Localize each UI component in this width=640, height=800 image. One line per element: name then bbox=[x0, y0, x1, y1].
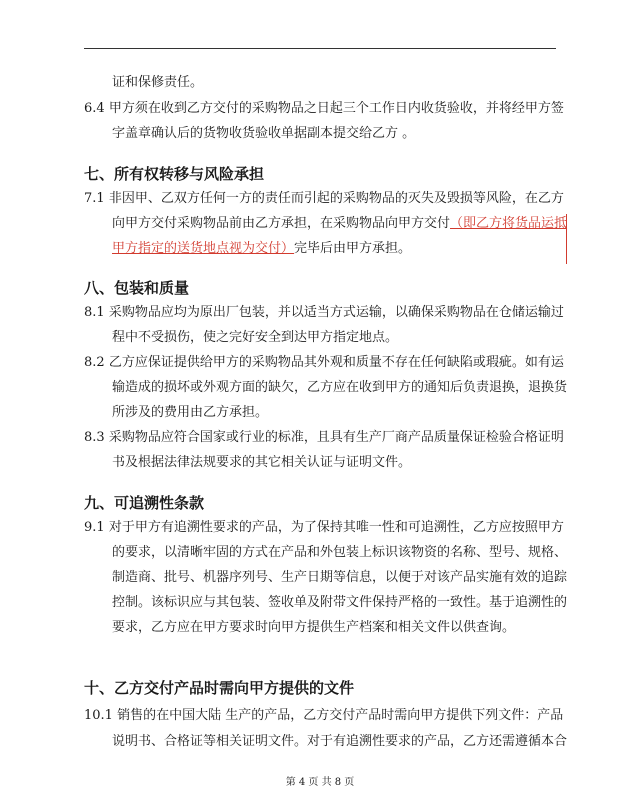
section-heading-9: 九、可追溯性条款 bbox=[84, 494, 205, 512]
clause-7-1 bbox=[84, 190, 564, 208]
text-line: 的要求，以清晰牢固的方式在产品和外包装上标识该物资的名称、型号、规格、 bbox=[112, 545, 568, 560]
clause-number: 8.2 bbox=[84, 355, 105, 370]
text-line bbox=[112, 215, 567, 233]
text-line: 书及根据法律法规要求的其它相关认证与证明文件。 bbox=[112, 455, 412, 470]
header-rule bbox=[84, 48, 556, 49]
text-line: 字盖章确认后的货物收货验收单据副本提交给乙方 。 bbox=[112, 126, 416, 141]
clause-number: 8.3 bbox=[84, 430, 105, 445]
clause-text: 甲方须在收到乙方交付的采购物品之日起三个工作日内收货验收，并将经甲方签 bbox=[108, 101, 564, 116]
clause-9-1 bbox=[84, 519, 564, 537]
text-line: 说明书、合格证等相关证明文件。对于有追溯性要求的产品，乙方还需遵循本合 bbox=[112, 734, 568, 749]
text-line: 证和保修责任。 bbox=[112, 75, 204, 90]
clause-number: 9.1 bbox=[84, 520, 105, 535]
revision-insert: （即乙方将货品运抵 bbox=[450, 216, 568, 231]
clause-text: 采购物品应均为原出厂包装，并以适当方式运输，以确保采购物品在仓储运输过 bbox=[108, 305, 564, 320]
clause-number: 7.1 bbox=[84, 191, 105, 206]
revision-insert: 甲方指定的送货地点视为交付） bbox=[112, 241, 295, 256]
section-heading-7: 七、所有权转移与风险承担 bbox=[84, 165, 265, 183]
clause-8-2 bbox=[84, 354, 564, 372]
clause-8-3 bbox=[84, 429, 564, 447]
clause-number: 10.1 bbox=[84, 708, 113, 723]
clause-number: 8.1 bbox=[84, 305, 105, 320]
clause-text: 乙方应保证提供给甲方的采购物品其外观和质量不存在任何缺陷或瑕疵。如有运 bbox=[108, 355, 564, 370]
text-line: 要求，乙方应在甲方要求时向甲方提供生产档案和相关文件以供查询。 bbox=[112, 620, 516, 635]
clause-text: 向甲方交付采购物品前由乙方承担，在采购物品向甲方交付 bbox=[112, 216, 451, 231]
section-heading-8: 八、包装和质量 bbox=[84, 279, 190, 297]
clause-text: 销售的在中国大陆 生产的产品，乙方交付产品时需向甲方提供下列文件：产品 bbox=[117, 708, 564, 723]
text-line: 所涉及的费用由乙方承担。 bbox=[112, 405, 269, 420]
text-line: 控制。该标识应与其包装、签收单及附带文件保持严格的一致性。基于追溯性的 bbox=[112, 595, 568, 610]
text-line: 程中不受损伤，使之完好安全到达甲方指定地点。 bbox=[112, 330, 399, 345]
page-number: 第 4 页 共 8 页 bbox=[285, 777, 355, 788]
clause-6-4 bbox=[84, 100, 564, 118]
clause-number: 6.4 bbox=[84, 101, 105, 116]
section-heading-10: 十、乙方交付产品时需向甲方提供的文件 bbox=[84, 679, 355, 697]
text-line: 制造商、批号、机器序列号、生产日期等信息，以便于对该产品实施有效的追踪 bbox=[112, 570, 568, 585]
clause-10-1 bbox=[84, 707, 563, 725]
clause-8-1 bbox=[84, 304, 564, 322]
text-line: 输造成的损坏或外观方面的缺欠，乙方应在收到甲方的通知后负责退换，退换货 bbox=[112, 380, 568, 395]
clause-text: 对于甲方有追溯性要求的产品，为了保持其唯一性和可追溯性，乙方应按照甲方 bbox=[108, 520, 564, 535]
clause-text: 非因甲、乙双方任何一方的责任而引起的采购物品的灭失及毁损等风险，在乙方 bbox=[108, 191, 564, 206]
clause-text: 完毕后由甲方承担。 bbox=[294, 241, 412, 256]
text-line bbox=[112, 240, 411, 258]
revision-margin-bar bbox=[566, 214, 567, 264]
clause-text: 采购物品应符合国家或行业的标准，且具有生产厂商产品质量保证检验合格证明 bbox=[108, 430, 564, 445]
